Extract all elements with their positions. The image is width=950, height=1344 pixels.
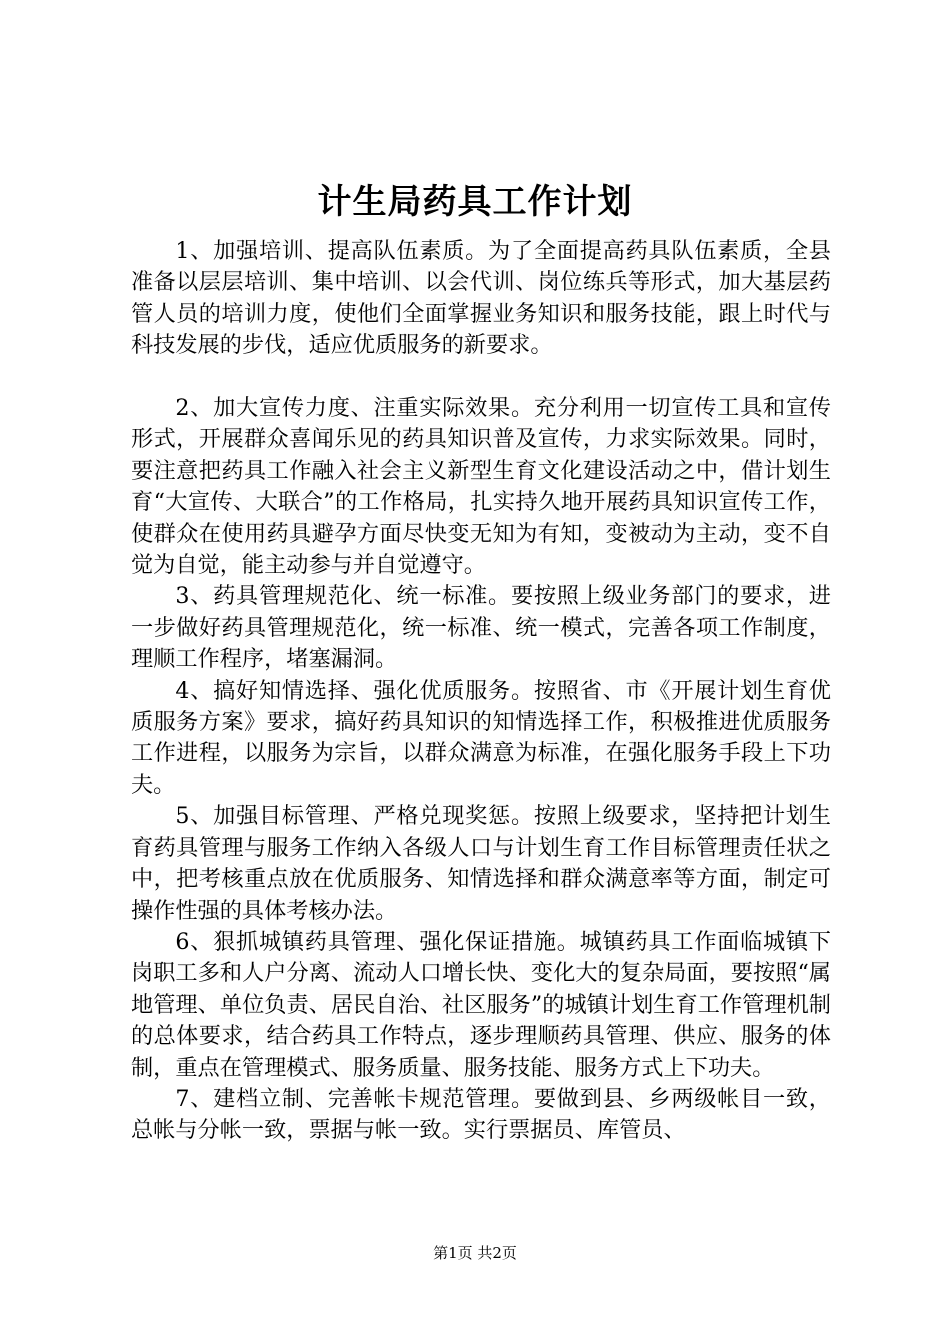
page-number-footer: 第1页 共2页: [433, 1244, 517, 1262]
paragraph-7: 7、建档立制、完善帐卡规范管理。要做到县、乡两级帐目一致，总帐与分帐一致，票据与帐一致。实行票据员、库管员、: [131, 1085, 831, 1144]
paragraph-1: 1、加强培训、提高队伍素质。为了全面提高药具队伍素质，全县准备以层层培训、集中培训、以会代训、岗位练兵等形式，加大基层药管人员的培训力度，使他们全面掌握业务知识和服务技能，跟上时代与科技发展的步伐，适应优质服务的新要求。: [131, 238, 831, 359]
paragraph-4: 4、搞好知情选择、强化优质服务。按照省、市《开展计划生育优质服务方案》要求，搞好药具知识的知情选择工作，积极推进优质服务工作进程，以服务为宗旨，以群众满意为标准，在强化服务手段上下功夫。: [131, 677, 831, 798]
paragraph-6: 6、狠抓城镇药具管理、强化保证措施。城镇药具工作面临城镇下岗职工多和人户分离、流动人口增长快、变化大的复杂局面，要按照“属地管理、单位负责、居民自治、社区服务”的城镇计划生育工作管理机制的总体要求，结合药具工作特点，逐步理顺药具管理、供应、服务的体制，重点在管理模式、服务质量、服务技能、服务方式上下功夫。: [131, 928, 831, 1081]
document-title: 计生局药具工作计划: [317, 182, 633, 222]
paragraph-5: 5、加强目标管理、严格兑现奖惩。按照上级要求，坚持把计划生育药具管理与服务工作纳入各级人口与计划生育工作目标管理责任状之中，把考核重点放在优质服务、知情选择和群众满意率等方面，制定可操作性强的具体考核办法。: [131, 803, 831, 924]
document-body: [131, 236, 831, 1147]
paragraph-2: 2、加大宣传力度、注重实际效果。充分利用一切宣传工具和宣传形式，开展群众喜闻乐见的药具知识普及宣传，力求实际效果。同时，要注意把药具工作融入社会主义新型生育文化建设活动之中，借计划生育“大宣传、大联合”的工作格局，扎实持久地开展药具知识宣传工作，使群众在使用药具避孕方面尽快变无知为有知，变被动为主动，变不自觉为自觉，能主动参与并自觉遵守。: [131, 395, 831, 579]
paragraph-3: 3、药具管理规范化、统一标准。要按照上级业务部门的要求，进一步做好药具管理规范化，统一标准、统一模式，完善各项工作制度，理顺工作程序，堵塞漏洞。: [131, 583, 831, 673]
